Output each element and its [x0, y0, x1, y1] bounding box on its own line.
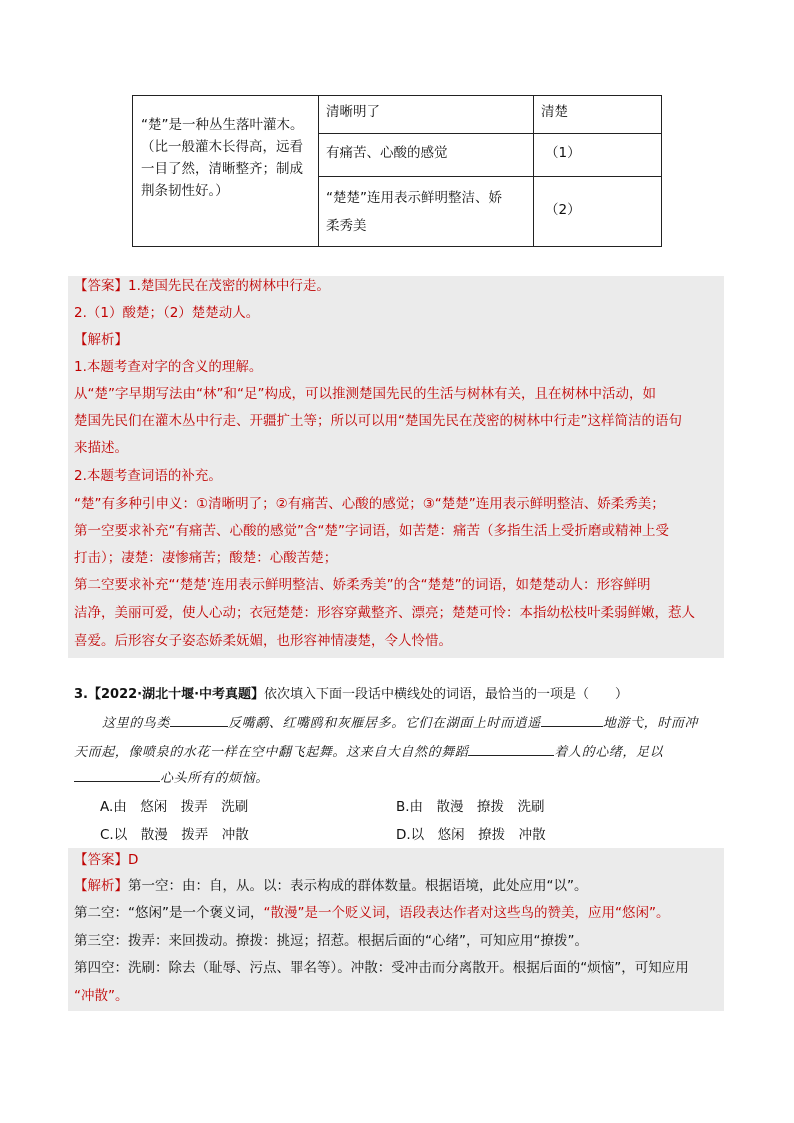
question-stem: 依次填入下面一段话中横线处的词语，最恰当的一项是（ ）: [264, 687, 629, 702]
question-number: 3.: [74, 687, 88, 702]
blank-4: [74, 769, 160, 782]
answer-text: D: [128, 852, 139, 868]
analysis-line: 第四空：洗刷：除去（耻辱、污点、罪名等）。冲散：受冲击而分离散开。根据后面的“烦恼”，可知应用: [74, 960, 689, 976]
analysis-line: 喜爱。后形容女子姿态娇柔妩媚，也形容神情凄楚，令人怜惜。: [74, 633, 452, 649]
table-cell-line: 柔秀美: [326, 218, 367, 234]
option-c[interactable]: C.以 散漫 拨弄 冲散: [100, 827, 249, 843]
passage-text: 心头所有的烦恼。: [160, 771, 269, 786]
analysis-line: “冲散”。: [74, 988, 129, 1004]
passage-text: 这里的鸟类: [102, 716, 171, 731]
blank-1: [170, 714, 228, 727]
passage-text: 天而起，像喷泉的水花一样在空中翻飞起舞。这来自大自然的舞蹈: [74, 745, 469, 760]
analysis-text: 第一空：由：自，从。以：表示构成的群体数量。根据语境，此处应用: [128, 878, 547, 894]
answer-line: 2.（1）酸楚；（2）楚楚动人。: [74, 305, 260, 321]
table-left-cell: [141, 114, 321, 202]
table-left-line: 一目了然，清晰整齐；制成: [141, 161, 303, 177]
option-a[interactable]: A.由 悠闲 拨弄 洗刷: [100, 799, 249, 815]
analysis-tag: 【解析】: [74, 878, 128, 894]
answer-line: [74, 850, 138, 870]
option-b[interactable]: B.由 散漫 撩拨 洗刷: [396, 799, 545, 815]
passage-line: [74, 769, 269, 789]
passage-text: 着人的心绪，足以: [554, 745, 664, 760]
analysis-line: 洁净，美丽可爱，使人心动；衣冠楚楚：形容穿戴整齐、漂亮；楚楚可怜：本指幼松枝叶柔弱鲜嫩，惹人: [74, 605, 695, 621]
answer-block-3: [68, 848, 724, 1011]
table-cell-meaning: 有痛苦、心酸的感觉: [326, 145, 448, 161]
vocab-table: [132, 95, 662, 247]
analysis-line: 1.本题考查对字的含义的理解。: [74, 359, 263, 375]
table-cell-meaning: [326, 184, 502, 240]
answer-line: [74, 276, 330, 296]
analysis-line: [74, 876, 588, 896]
question-3-heading: [74, 685, 628, 705]
answer-tag: 【答案】: [74, 278, 128, 294]
table-cell-meaning: 清晰明了: [326, 104, 380, 120]
table-left-line: 荆条韧性好。）: [141, 183, 229, 199]
answer-tag: 【答案】: [74, 852, 128, 868]
answer-text: 1.楚国先民在茂密的树林中行走。: [128, 278, 330, 294]
table-cell-word: （1）: [545, 145, 581, 161]
passage-text: 地游弋，时而冲: [602, 716, 699, 731]
table-cell-word: 清楚: [541, 104, 568, 120]
table-divider: [318, 133, 661, 134]
analysis-text: “以”。: [546, 878, 588, 894]
table-left-line: “楚”是一种丛生落叶灌木。: [141, 117, 304, 133]
analysis-line: 来描述。: [74, 440, 128, 456]
option-d[interactable]: D.以 悠闲 撩拨 冲散: [396, 827, 546, 843]
blank-2: [541, 714, 603, 727]
analysis-tag: 【解析】: [74, 332, 128, 348]
passage-line: [74, 743, 663, 763]
analysis-line: 楚国先民们在灌木丛中行走、开疆扩土等；所以可以用“楚国先民在茂密的树林中行走”这样简洁的语句: [74, 413, 682, 429]
analysis-line: 从“楚”字早期写法由“林”和“足”构成，可以推测楚国先民的生活与树林有关，且在树林中活动，如: [74, 386, 656, 402]
analysis-line: “楚”有多种引申义：①清晰明了；②有痛苦、心酸的感觉；③“楚楚”连用表示鲜明整洁、娇柔秀美；: [74, 496, 665, 512]
analysis-line: 第二空要求补充“‘楚楚’连用表示鲜明整洁、娇柔秀美”的含“楚楚”的词语，如楚楚动人：形容鲜明: [74, 577, 651, 593]
table-divider: [318, 176, 661, 177]
blank-3: [468, 743, 554, 756]
analysis-line: 第三空：拨弄：来回拨动。撩拨：挑逗；招惹。根据后面的“心绪”，可知应用“撩拨”。: [74, 933, 588, 949]
table-cell-word: （2）: [545, 202, 581, 218]
passage-line: [102, 714, 698, 734]
table-left-line: （比一般灌木长得高，远看: [141, 139, 303, 155]
table-divider: [533, 96, 534, 246]
analysis-text: “散漫”是一个贬义词，语段表达作者对这些鸟的赞美，应用“悠闲”。: [263, 905, 670, 921]
table-cell-line: “楚楚”连用表示鲜明整洁、娇: [326, 190, 502, 206]
passage-text: 反嘴鹬、红嘴鸥和灰雁居多。它们在湖面上时而逍遥: [228, 716, 541, 731]
question-source: 【2022·湖北十堰·中考真题】: [87, 687, 265, 702]
analysis-line: 打击）；凄楚：凄惨痛苦；酸楚：心酸苦楚；: [74, 550, 338, 566]
analysis-text: 第二空：“悠闲”是一个褒义词，: [74, 905, 264, 921]
analysis-line: 2.本题考查词语的补充。: [74, 468, 222, 484]
analysis-line: [74, 903, 669, 923]
analysis-line: 第一空要求补充“有痛苦、心酸的感觉”含“楚”字词语，如苦楚：痛苦（多指生活上受折磨或精神上受: [74, 523, 669, 539]
